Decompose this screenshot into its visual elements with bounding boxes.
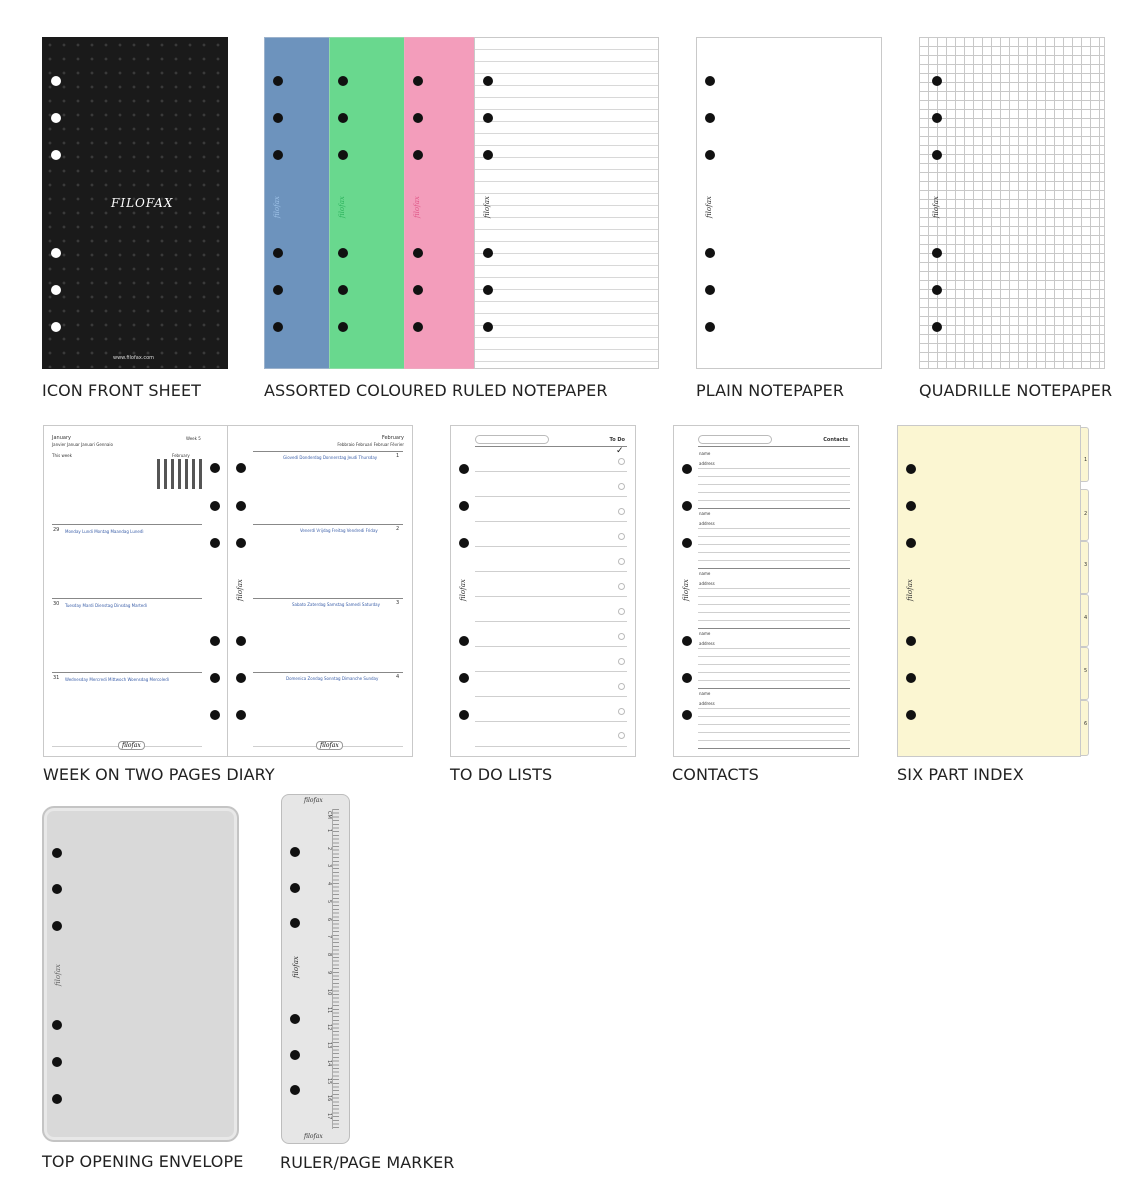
diary-left-page — [43, 425, 229, 757]
product-label: CONTACTS — [672, 765, 759, 784]
diary-week-number: Week 5 — [186, 436, 201, 441]
index-tab-number: 5 — [1084, 668, 1088, 674]
product-label: RULER/PAGE MARKER — [280, 1153, 455, 1172]
ruler — [281, 794, 350, 1144]
contact-address-label: address — [699, 581, 715, 586]
diary-day-names: Venerdì Vrijdag Freitag Vendredi Friday — [300, 528, 378, 533]
punch-hole — [51, 113, 61, 123]
diary-day-number: 3 — [396, 600, 400, 606]
product-label: ASSORTED COLOURED RULED NOTEPAPER — [264, 381, 608, 400]
contact-address-label: address — [699, 641, 715, 646]
ruler-number: 12 — [326, 1024, 332, 1031]
punch-hole — [51, 285, 61, 295]
diary-month-langs: Janvier Januar Januari Gennaio — [52, 442, 113, 447]
product-label: TOP OPENING ENVELOPE — [42, 1152, 244, 1171]
contact-name-label: name — [699, 511, 711, 516]
filofax-logo: filofax — [932, 196, 940, 218]
index-tab-number: 1 — [1084, 457, 1088, 463]
ruler-number: 16 — [326, 1095, 332, 1102]
ruler-number: 13 — [326, 1042, 332, 1049]
product-label: PLAIN NOTEPAPER — [696, 381, 845, 400]
green-ruled-sheet — [329, 37, 409, 369]
contacts-sheet — [673, 425, 859, 757]
diary-day-number: 30 — [53, 601, 60, 607]
ruler-number: 11 — [326, 1006, 332, 1013]
website-url: www.filofax.com — [113, 355, 155, 361]
filofax-logo: filofax — [273, 196, 281, 218]
filofax-logo: filofax — [483, 196, 491, 218]
filofax-logo: filofax — [316, 741, 343, 750]
diary-day-number: 29 — [53, 527, 60, 533]
diary-day-names: Domenica Zondag Sonntag Dimanche Sunday — [286, 676, 379, 681]
filofax-logo: filofax — [304, 1133, 323, 1140]
check-mark-icon: ✓ — [616, 446, 624, 456]
diary-month: February — [381, 435, 404, 441]
diary-day-number: 31 — [53, 675, 60, 681]
ruler-number: 8 — [326, 953, 332, 957]
ruler-number: 14 — [326, 1059, 332, 1067]
filofax-logo: filofax — [682, 579, 690, 601]
contact-name-label: name — [699, 571, 711, 576]
ruler-scale — [332, 809, 350, 1129]
ruler-number: 2 — [326, 846, 332, 850]
ruler-number: CM — [326, 811, 332, 819]
punch-hole — [51, 248, 61, 258]
mini-calendar-title: February — [172, 453, 190, 458]
diary-day-number: 2 — [396, 526, 400, 532]
punch-hole — [51, 150, 61, 160]
index-tab[interactable] — [1081, 427, 1089, 482]
filofax-logo: filofax — [906, 579, 914, 601]
contact-name-label: name — [699, 691, 711, 696]
filofax-logo: filofax — [413, 196, 421, 218]
diary-day-names: Monday Lundi Montag Maandag Lunedì — [65, 529, 144, 534]
diary-day-number: 4 — [396, 674, 400, 680]
filofax-logo: filofax — [118, 741, 145, 750]
product-label: SIX PART INDEX — [897, 765, 1024, 784]
ruler-number: 7 — [326, 935, 332, 939]
icon-front-sheet-image — [42, 37, 228, 369]
index-tab-number: 3 — [1084, 562, 1088, 568]
ruler-number: 17 — [326, 1113, 332, 1120]
envelope — [42, 806, 239, 1142]
index-tab[interactable] — [1081, 700, 1089, 756]
diary-day-number: 1 — [396, 453, 400, 459]
filofax-logo: filofax — [459, 579, 467, 601]
product-label: ICON FRONT SHEET — [42, 381, 202, 400]
punch-hole — [51, 322, 61, 332]
diary-day-names: Sabato Zaterdag Samstag Samedi Saturday — [292, 602, 380, 607]
ruler-numbers — [324, 809, 332, 1129]
contact-address-label: address — [699, 701, 715, 706]
ruler-number: 1 — [326, 828, 332, 832]
contact-address-label: address — [699, 521, 715, 526]
filofax-logo: filofax — [705, 196, 713, 218]
ruler-number: 4 — [326, 882, 332, 886]
quadrille-sheet — [919, 37, 1105, 369]
ruler-number: 6 — [326, 917, 332, 921]
mini-calendar — [157, 459, 205, 489]
contact-name-label: name — [699, 631, 711, 636]
contacts-title: Contacts — [823, 437, 848, 443]
punch-hole — [51, 76, 61, 86]
filofax-logo: filofax — [338, 196, 346, 218]
to-do-sheet — [450, 425, 636, 757]
filofax-logo: FILOFAX — [111, 196, 174, 210]
diary-day-names: Wednesday Mercredi Mittwoch Woensdag Mercoledì — [65, 677, 169, 682]
filofax-logo: filofax — [304, 797, 323, 804]
to-do-title: To Do — [609, 437, 625, 443]
ruler-number: 10 — [326, 988, 332, 996]
diary-month: January — [52, 435, 71, 441]
product-label: WEEK ON TWO PAGES DIARY — [43, 765, 275, 784]
filofax-logo: filofax — [54, 964, 62, 986]
index-sheet — [897, 425, 1081, 757]
diary-month-langs: Febbraio Februari Februar Février — [337, 442, 404, 447]
index-tab-number: 6 — [1084, 721, 1088, 727]
diary-this-week: This week — [52, 453, 72, 458]
contact-name-label: name — [699, 451, 711, 456]
filofax-logo: filofax — [292, 956, 300, 978]
ruler-number: 15 — [326, 1077, 332, 1085]
index-tab-number: 4 — [1084, 615, 1088, 621]
white-ruled-sheet — [474, 37, 659, 369]
plain-sheet — [696, 37, 882, 369]
ruler-number: 9 — [326, 971, 332, 975]
filofax-logo: filofax — [236, 579, 244, 601]
ruler-number: 3 — [326, 864, 332, 868]
diary-day-names: Giovedì Donderdag Donnerstag Jeudi Thursday — [283, 455, 378, 460]
product-label: QUADRILLE NOTEPAPER — [919, 381, 1113, 400]
ruler-number: 5 — [326, 899, 332, 904]
diary-right-page — [227, 425, 413, 757]
contact-address-label: address — [699, 461, 715, 466]
pink-ruled-sheet — [404, 37, 480, 369]
product-label: TO DO LISTS — [450, 765, 553, 784]
diary-day-names: Tuesday Mardi Dienstag Dinsdag Martedì — [65, 603, 147, 608]
blue-ruled-sheet — [264, 37, 334, 369]
index-tab-number: 2 — [1084, 511, 1088, 517]
